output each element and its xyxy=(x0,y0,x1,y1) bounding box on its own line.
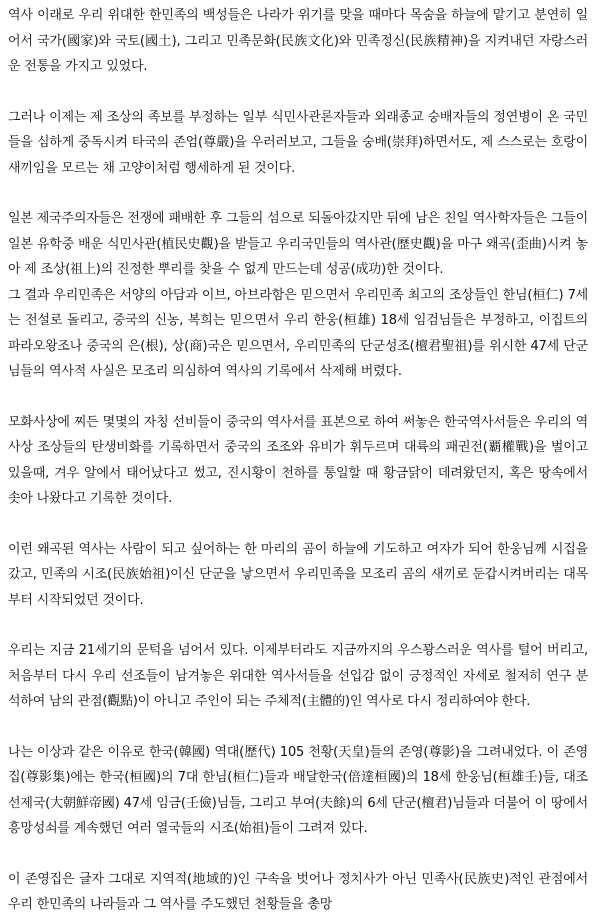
paragraph-1: 역사 이래로 우리 위대한 한민족의 백성들은 나라가 위기를 맞을 때마다 목숨을 하늘에 맡기고 분연히 일어서 국가(國家)와 국토(國土), 그리고 민족문화(民族文化)와 민족정신(民族精神)을 지켜내던 자랑스러운 전통을 가지고 있었다. xyxy=(8,8,588,74)
paragraph-spacer xyxy=(8,842,588,867)
paragraph-9: 이 존영집은 글자 그대로 지역적(地域的)인 구속을 벗어나 정치사가 아닌 민족사(民族史)적인 관점에서 우리 한민족의 나라들과 그 역사를 주도했던 천황들을 총망 xyxy=(8,871,588,912)
paragraph-5: 모화사상에 찌든 몇몇의 자칭 선비들이 중국의 역사서를 표본으로 하여 써놓은 한국역사서들은 우리의 역사상 조상들의 탄생비화를 기록하면서 중국의 조조와 유비가 휘두르며 대륙의 패권전(覇權戰)을 벌이고 있을때, 겨우 알에서 태어났다고 썼고, 진시황이 천하를 통일할 때 황금닭이 데려왔던지, 혹은 땅속에서 솟아 나왔다고 기록한 것이다. xyxy=(8,414,588,506)
paragraph-spacer xyxy=(8,512,588,537)
paragraph-spacer xyxy=(8,715,588,740)
paragraph-3: 일본 제국주의자들은 전쟁에 패배한 후 그들의 섬으로 되돌아갔지만 뒤에 남은 친일 역사학자들은 그들이 일본 유학중 배운 식민사관(植民史觀)을 받들고 우리국민들의 역사관(歷史觀)을 마구 왜곡(歪曲)시켜 놓아 제 조상(祖上)의 진정한 뿌리를 찾을 수 없게 만드는데 성공(成功)한 것이다. xyxy=(8,211,588,277)
document-page xyxy=(8,3,588,918)
paragraph-spacer xyxy=(8,181,588,206)
paragraph-spacer xyxy=(8,385,588,410)
paragraph-spacer xyxy=(8,80,588,105)
paragraph-6: 이런 왜곡된 역사는 사람이 되고 싶어하는 한 마리의 곰이 하늘에 기도하고 여자가 되어 한웅님께 시집을 갔고, 민족의 시조(民族始祖)이신 단군을 낳으면서 우리민족을 모조리 곰의 새끼로 둔갑시켜버리는 대목부터 시작되었던 것이다. xyxy=(8,541,588,608)
paragraph-spacer xyxy=(8,613,588,638)
paragraph-2: 그러나 이제는 제 조상의 족보를 부정하는 일부 식민사관론자들과 외래종교 숭배자들의 정연병이 온 국민들을 심하게 중독시켜 타국의 존엄(尊嚴)을 우러러보고, 그들을 숭배(崇拜)하면서도, 제 스스로는 호랑이 새끼임을 모르는 채 고양이처럼 행세하게 된 것이다. xyxy=(8,109,588,176)
paragraph-8: 나는 이상과 같은 이유로 한국(韓國) 역대(歷代) 105 천황(天皇)들의 존영(尊影)을 그려내었다. 이 존영집(尊影集)에는 한국(桓國)의 7대 한님(桓仁)들과 배달한국(倍達桓國)의 18세 한웅님(桓雄壬)들, 대조선제국(大朝鮮帝國) 47세 임금(壬儉)님들, 그리고 부여(夫餘)의 6세 단군(檀君)님들과 더불어 이 땅에서 흥망성쇠를 계속했던 여러 열국들의 시조(始祖)들이 그려져 있다. xyxy=(8,744,588,836)
paragraph-4: 그 결과 우리민족은 서양의 아담과 이브, 아브라함은 믿으면서 우리민족 최고의 조상들인 한님(桓仁) 7세는 전설로 돌리고, 중국의 신농, 복희는 믿으면서 우리 한웅(桓雄) 18세 임검님들은 부정하고, 이집트의 파라오왕조나 중국의 은(根), 상(商)국은 믿으면서, 우리민족의 단군성조(檀君聖祖)를 위시한 47세 단군님들의 역사적 사실은 모조리 의심하여 역사의 기록에서 삭제해 버렸다. xyxy=(8,287,588,379)
paragraph-7: 우리는 지금 21세기의 문턱을 넘어서 있다. 이제부터라도 지금까지의 우스꽝스러운 역사를 털어 버리고, 처음부터 다시 우리 선조들이 남겨놓은 위대한 역사서들을 선입감 없이 긍정적인 자세로 철저히 연구 분석하여 남의 관점(觀點)이 아니고 주인이 되는 주체적(主體的)인 역사로 다시 정리하여야 한다. xyxy=(8,643,588,709)
